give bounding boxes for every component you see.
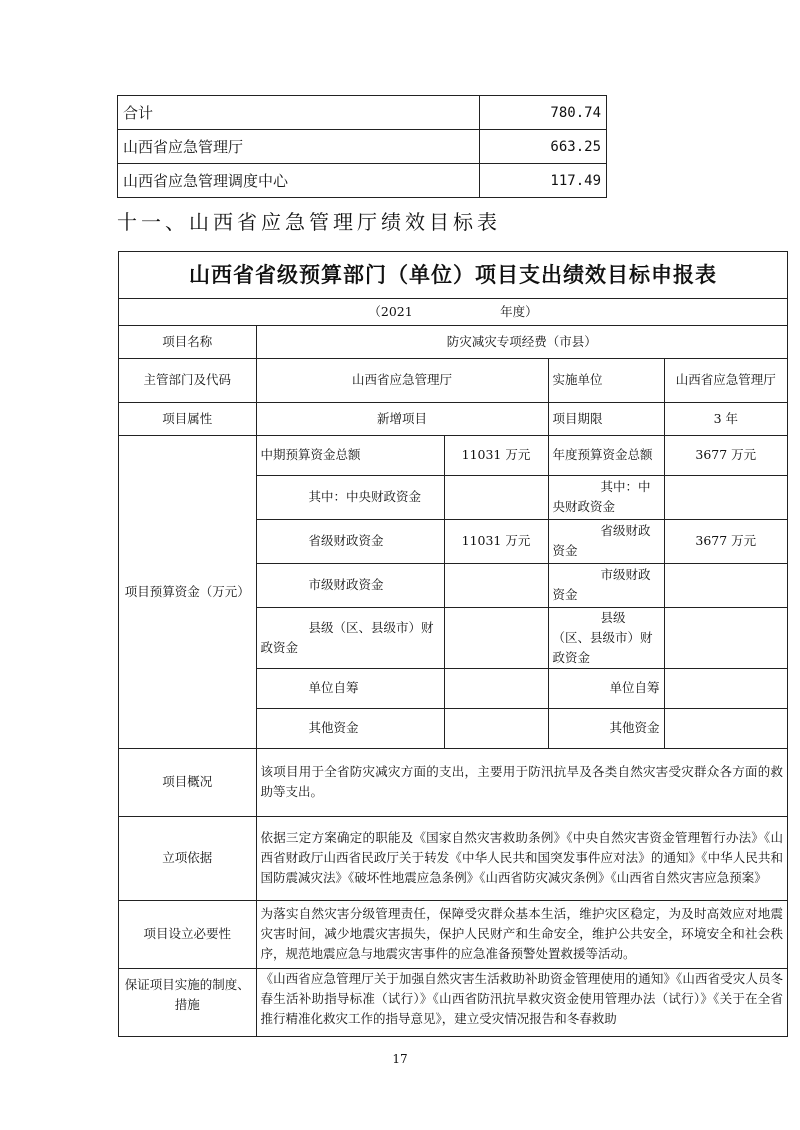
impl-unit-label: 实施单位 (548, 358, 664, 402)
period-label: 项目期限 (548, 402, 664, 435)
budget-item-label: 省级财政资金 (256, 519, 444, 563)
summary-label: 山西省应急管理调度中心 (118, 164, 480, 198)
summary-label: 合计 (118, 96, 480, 130)
budget-item-value (664, 563, 787, 607)
budget-item-label: 中期预算资金总额 (256, 435, 444, 475)
project-name-value: 防灾减灾专项经费（市县） (256, 325, 787, 358)
budget-item-label: 其中：中央财政资金 (548, 475, 664, 519)
budget-item-label: 市级财政资金 (256, 563, 444, 607)
budget-item-value (444, 607, 548, 668)
table-row (119, 968, 787, 1037)
budget-item-label: 其中：中央财政资金 (256, 475, 444, 519)
impl-unit-value: 山西省应急管理厅 (664, 358, 787, 402)
necessity-label: 项目设立必要性 (119, 900, 256, 968)
page-number: 17 (392, 1052, 408, 1066)
budget-item-value (444, 475, 548, 519)
budget-item-label: 县级（区、县级市）财政资金 (548, 607, 664, 668)
basis-text: 依据三定方案确定的职能及《国家自然灾害救助条例》《中央自然灾害资金管理暂行办法》《山西省财政厅山西省民政厅关于转发《中华人民共和国突发事件应对法》的通知》《中华人民共和国防震减灾法》《破坏性地震应急条例》《山西省防灾减灾条例》《山西省自然灾害应急预案》 (256, 816, 787, 900)
dept-value: 山西省应急管理厅 (256, 358, 548, 402)
necessity-text: 为落实自然灾害分级管理责任，保障受灾群众基本生活，维护灾区稳定，为及时高效应对地震灾害时间，减少地震灾害损失，保护人民财产和生命安全，维护公共安全，环境安全和社会秩序，规范地震应急与地震灾害事件的应急准备预警处置救援等活动。 (256, 900, 787, 968)
overview-text: 该项目用于全省防灾减灾方面的支出，主要用于防汛抗旱及各类自然灾害受灾群众各方面的救助等支出。 (256, 748, 787, 816)
budget-item-value (444, 668, 548, 708)
summary-value: 663.25 (480, 130, 607, 164)
table-row (119, 402, 787, 435)
budget-item-label: 市级财政资金 (548, 563, 664, 607)
budget-item-value (664, 607, 787, 668)
budget-item-label: 年度预算资金总额 (548, 435, 664, 475)
form-year: （2021 年度） (119, 298, 787, 325)
guarantee-text: 《山西省应急管理厅关于加强自然灾害生活救助补助资金管理使用的通知》《山西省受灾人员冬春生活补助指导标准（试行）》《山西省防汛抗旱救灾资金使用管理办法（试行）》《关于在全省推行精准化救灾工作的指导意见》，建立受灾情况报告和冬春救助 (256, 968, 787, 1037)
table-row (119, 435, 787, 475)
budget-item-value: 11031 万元 (444, 435, 548, 475)
summary-value: 780.74 (480, 96, 607, 130)
budget-item-label: 单位自筹 (256, 668, 444, 708)
attr-label: 项目属性 (119, 402, 256, 435)
budget-item-value: 11031 万元 (444, 519, 548, 563)
basis-label: 立项依据 (119, 816, 256, 900)
table-row (119, 748, 787, 816)
table-row (119, 358, 787, 402)
budget-label: 项目预算资金（万元） (119, 435, 256, 748)
table-row (119, 900, 787, 968)
guarantee-label: 保证项目实施的制度、措施 (119, 968, 256, 1037)
table-row (119, 298, 787, 325)
budget-item-value (444, 708, 548, 748)
project-name-label: 项目名称 (119, 325, 256, 358)
budget-item-value (664, 708, 787, 748)
summary-label: 山西省应急管理厅 (118, 130, 480, 164)
dept-label: 主管部门及代码 (119, 358, 256, 402)
table-row (118, 130, 607, 164)
performance-form (118, 251, 788, 1037)
budget-item-label: 其他资金 (256, 708, 444, 748)
budget-item-label: 其他资金 (548, 708, 664, 748)
budget-item-value: 3677 万元 (664, 435, 787, 475)
table-row (119, 816, 787, 900)
table-row (118, 96, 607, 130)
budget-item-label: 单位自筹 (548, 668, 664, 708)
table-row (119, 325, 787, 358)
form-title: 山西省省级预算部门（单位）项目支出绩效目标申报表 (119, 252, 787, 298)
budget-item-value: 3677 万元 (664, 519, 787, 563)
form-table (119, 252, 787, 1037)
budget-item-value (444, 563, 548, 607)
section-title: 十一、山西省应急管理厅绩效目标表 (117, 210, 501, 234)
budget-item-value (664, 475, 787, 519)
budget-item-label: 县级（区、县级市）财政资金 (256, 607, 444, 668)
table-row (119, 252, 787, 298)
attr-value: 新增项目 (256, 402, 548, 435)
summary-value: 117.49 (480, 164, 607, 198)
overview-label: 项目概况 (119, 748, 256, 816)
budget-item-label: 省级财政资金 (548, 519, 664, 563)
table-row (118, 164, 607, 198)
budget-item-value (664, 668, 787, 708)
summary-table (117, 95, 607, 198)
period-value: 3 年 (664, 402, 787, 435)
